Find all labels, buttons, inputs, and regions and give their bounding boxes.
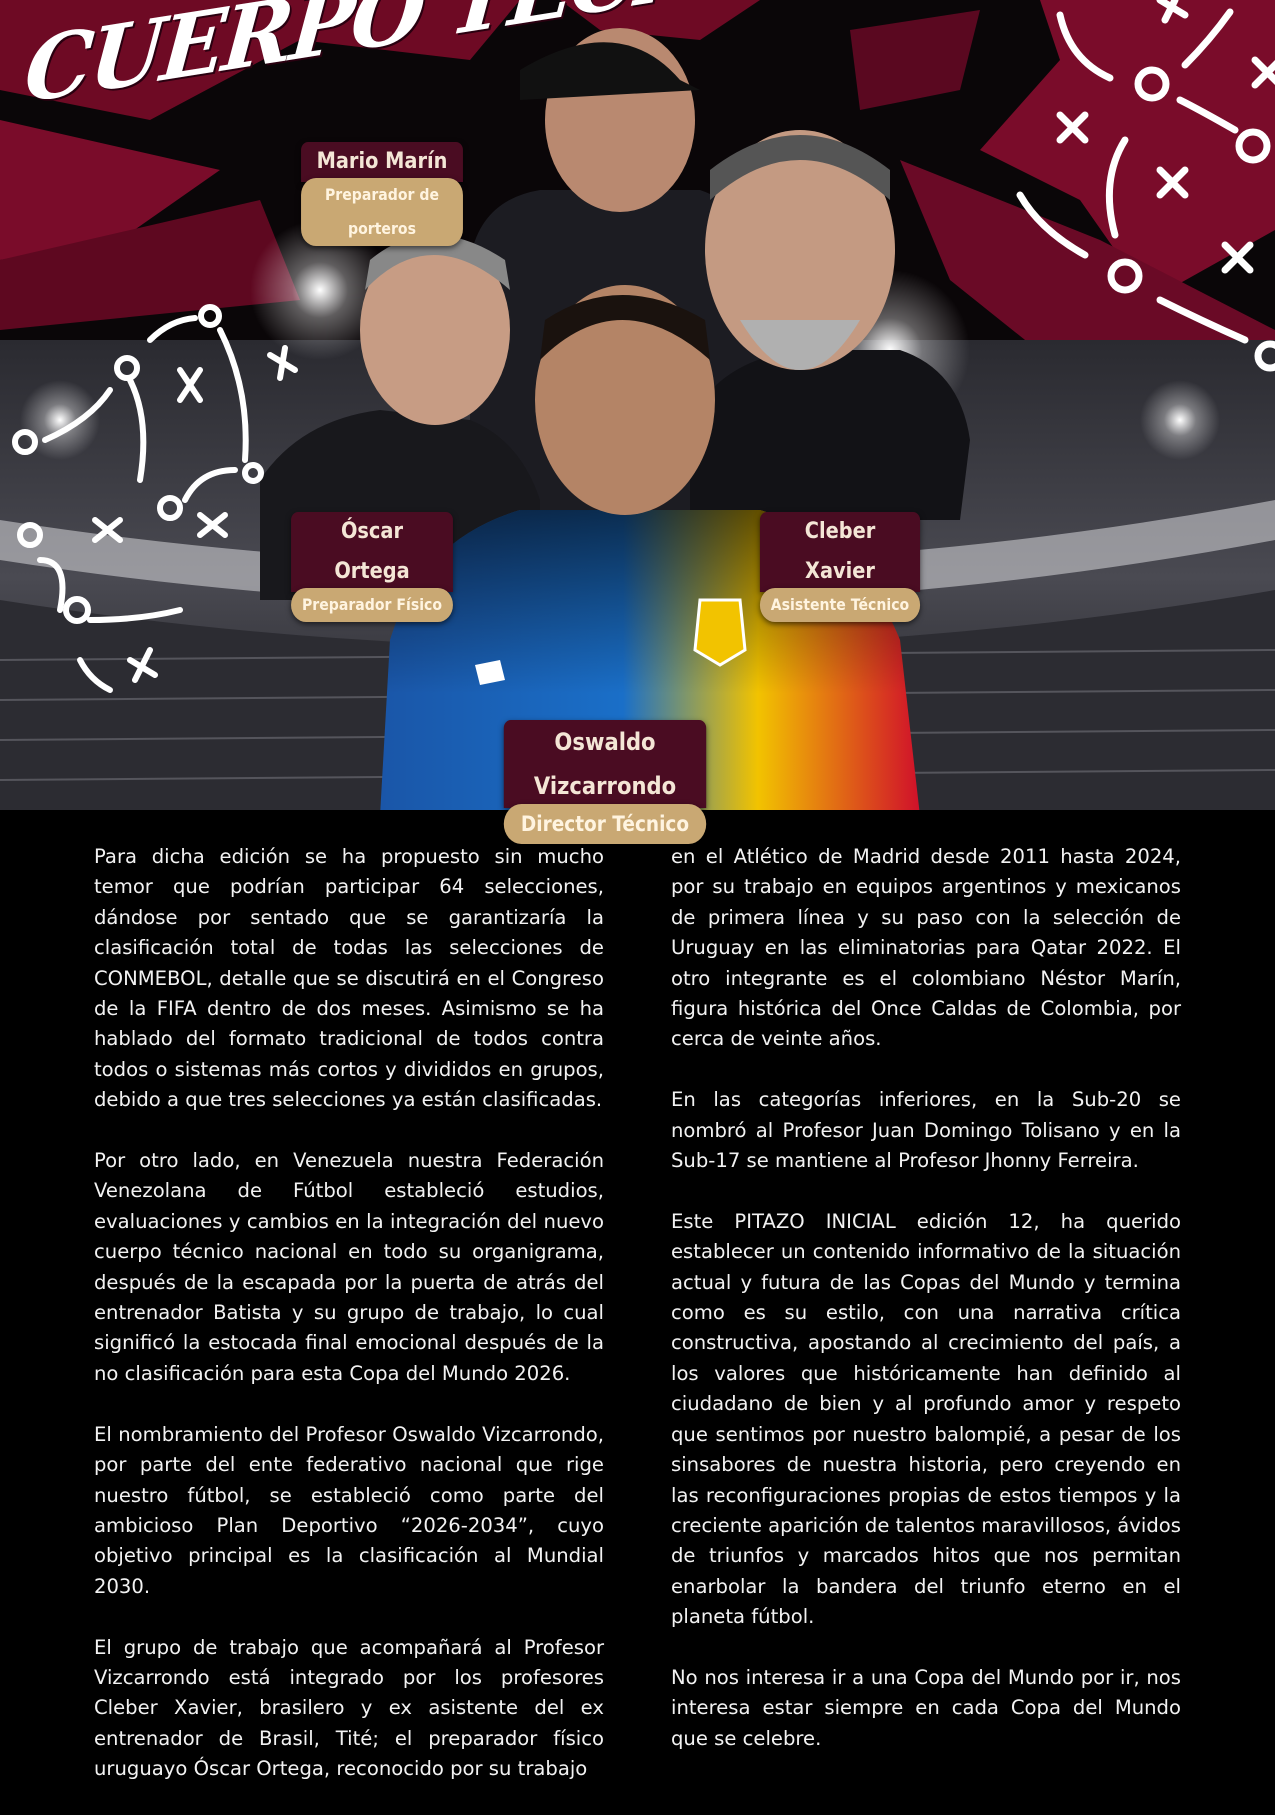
staff-role: Asistente Técnico <box>760 588 920 622</box>
staff-name: Oswaldo Vizcarrondo <box>504 720 706 808</box>
article-right-column <box>671 842 1181 1785</box>
paragraph: en el Atlético de Madrid desde 2011 hasta 2024, por su trabajo en equipos argentinos y mexicanos de primera línea y su paso con la selección de Uruguay en las eliminatorias para Qatar 2022. El otro integrante es el colombiano Néstor Marín, figura histórica del Once Caldas de Colombia, por cerca de veinte años. <box>671 845 1181 1051</box>
staff-tag-mario-marin <box>290 142 474 246</box>
staff-role: Preparador Físico <box>291 588 453 622</box>
paragraph: El nombramiento del Profesor Oswaldo Vizcarrondo, por parte del ente federativo nacional que rige nuestro fútbol, se estableció como parte del ambicioso Plan Deportivo “2026-2034”, cuyo objetivo principal es la clasificación al Mundial 2030. <box>94 1422 604 1598</box>
staff-name: Óscar Ortega <box>291 512 453 592</box>
paragraph: Este PITAZO INICIAL edición 12, ha querido establecer un contenido informativo de la situación actual y futura de las Copas del Mundo y termina como es su estilo, con una narrativa crítica constructiva, apostando al crecimiento del país, a los valores que históricamente han definido al ciudadano de bien y al profundo amor y respeto que sentimos por nuestro balompié, a pesar de los sinsabores de nuestra historia, pero creyendo en las reconfiguraciones propias de estos tiempos y la creciente aparición de talentos maravillosos, ávidos de triunfos y marcados hitos que nos permitan enarbolar la bandera del triunfo eterno en el planeta fútbol. <box>671 1209 1181 1629</box>
article-left-column <box>94 842 604 1815</box>
paragraph: Por otro lado, en Venezuela nuestra Federación Venezolana de Fútbol estableció estudios, evaluaciones y cambios en la integración del nuevo cuerpo técnico nacional en todo su organigrama, después de la escapada por la puerta de atrás del entrenador Batista y su grupo de trabajo, lo cual significó la estocada final emocional después de la no clasificación para esta Copa del Mundo 2026. <box>94 1149 604 1385</box>
paragraph: El grupo de trabajo que acompañará al Profesor Vizcarrondo está integrado por los profesores Cleber Xavier, brasilero y ex asistente del ex entrenador de Brasil, Tité; el preparador físico uruguayo Óscar Ortega, reconocido por su trabajo <box>94 1635 604 1781</box>
hero-artwork <box>0 0 1275 816</box>
paragraph: En las categorías inferiores, en la Sub-20 se nombró al Profesor Juan Domingo Tolisano y en la Sub-17 se mantiene al Profesor Jhonny Ferreira. <box>671 1088 1181 1173</box>
paragraph: Para dicha edición se ha propuesto sin mucho temor que podrían participar 64 selecciones, dándose por sentado que se garantizaría la clasificación total de todas las selecciones de CONMEBOL, detalle que se discutirá en el Congreso de la FIFA dentro de dos meses. Asimismo se ha hablado del formato tradicional de todos contra todos o sistemas más cortos y divididos en grupos, debido a que tres selecciones ya están clasificadas. <box>94 845 604 1112</box>
staff-name: Mario Marín <box>301 142 463 182</box>
staff-role: Preparador de porteros <box>301 178 463 246</box>
paragraph: No nos interesa ir a una Copa del Mundo por ir, nos interesa estar siempre en cada Copa del Mundo que se celebre. <box>671 1665 1181 1750</box>
staff-tag-oscar-ortega <box>280 512 464 622</box>
staff-tag-oswaldo-vizcarrondo <box>490 720 720 844</box>
staff-name: Cleber Xavier <box>760 512 920 592</box>
hero-banner <box>0 0 1275 836</box>
staff-role: Director Técnico <box>504 804 706 844</box>
staff-tag-cleber-xavier <box>749 512 931 622</box>
